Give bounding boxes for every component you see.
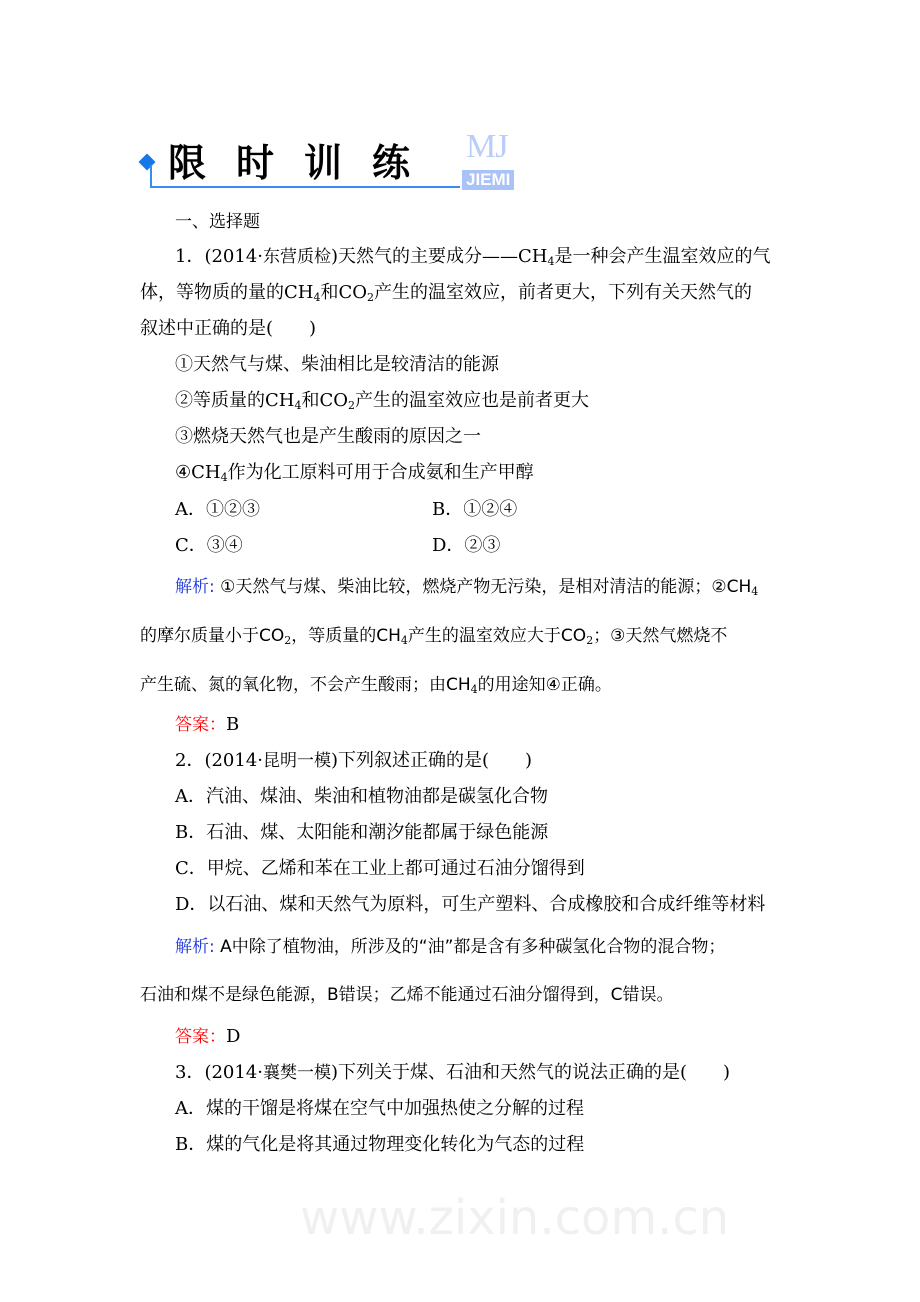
text-segment: 产生硫、氮的氧化物，不会产生酸雨；由CH xyxy=(140,675,471,695)
text-line xyxy=(175,1062,730,1084)
logo-letters: MJ xyxy=(466,128,508,165)
text-line xyxy=(175,786,548,808)
subscript: 2 xyxy=(284,634,292,647)
text-line xyxy=(140,318,316,340)
text-segment: )下列叙述正确的是( ) xyxy=(331,750,533,771)
text-segment: 产生的温室效应也是前者更大 xyxy=(355,390,590,411)
text-segment: 昆明一模 xyxy=(263,751,332,771)
text-segment: D．以石油、煤和天然气为原料，可生产塑料、合成橡胶和合成纤维等材料 xyxy=(175,894,766,915)
text-segment: ③燃烧天然气也是产生酸雨的原因之一 xyxy=(175,426,481,447)
subscript: 4 xyxy=(294,399,302,412)
text-line xyxy=(175,936,725,958)
subscript: 4 xyxy=(470,683,478,696)
text-segment: ①天然气与煤、柴油相比是较清洁的能源 xyxy=(175,354,499,375)
text-segment: C．③④ xyxy=(175,535,243,556)
text-segment: 石油和煤不是绿色能源，B错误；乙烯不能通过石油分馏得到，C错误。 xyxy=(140,985,674,1005)
text-line xyxy=(175,246,771,273)
text-segment: 和CO xyxy=(320,282,368,303)
diamond-icon xyxy=(139,154,156,171)
text-segment: ；③天然气燃烧不 xyxy=(593,626,728,646)
text-segment: 襄樊一模 xyxy=(263,1063,332,1083)
text-segment: 2．(2014· xyxy=(175,750,264,771)
text-segment: 1．(2014· xyxy=(175,246,264,267)
text-segment: D．②③ xyxy=(432,535,501,556)
text-segment: ④CH xyxy=(175,462,221,483)
text-line xyxy=(175,1098,584,1120)
subscript: 4 xyxy=(313,291,321,304)
text-line xyxy=(175,354,499,376)
text-line xyxy=(175,576,758,603)
text-line xyxy=(140,625,727,652)
text-segment: )天然气的主要成分——CH xyxy=(331,246,548,267)
text-segment: 作为化工原料可用于合成氨和生产甲醇 xyxy=(227,462,534,483)
text-line xyxy=(175,750,532,772)
text-segment: 的摩尔质量小于CO xyxy=(140,626,285,646)
text-line xyxy=(140,674,612,701)
watermark: www.zixin.com.cn xyxy=(300,1190,730,1246)
header-rule xyxy=(150,165,152,187)
text-segment: 产生的温室效应，前者更大，下列有关天然气的 xyxy=(374,282,753,303)
text-segment: 3．(2014· xyxy=(175,1062,264,1083)
subscript: 4 xyxy=(751,585,759,598)
text-segment: 产生的温室效应大于CO xyxy=(407,626,587,646)
header-underline xyxy=(150,186,460,188)
text-segment: A．汽油、煤油、柴油和植物油都是碳氢化合物 xyxy=(175,786,548,807)
logo-sub: JIEMI xyxy=(462,170,514,190)
text-line xyxy=(140,984,674,1006)
text-line xyxy=(432,499,517,521)
subscript: 4 xyxy=(400,634,408,647)
text-line xyxy=(175,426,481,448)
text-segment: 一、选择题 xyxy=(175,212,260,232)
text-segment: A中除了植物油，所涉及的“油”都是含有多种碳氢化合物的混合物； xyxy=(214,937,726,957)
section-title: 限时训练 xyxy=(168,141,441,185)
text-segment: 东营质检 xyxy=(263,247,332,267)
text-segment: ，等质量的CH xyxy=(291,626,401,646)
text-line xyxy=(432,535,500,557)
text-line xyxy=(175,499,260,521)
subscript: 4 xyxy=(547,255,555,268)
text-line xyxy=(175,211,260,233)
answer-label: 答案： xyxy=(175,1027,226,1047)
text-line xyxy=(175,1026,240,1048)
text-segment: B．①②④ xyxy=(432,499,518,520)
text-line xyxy=(175,535,243,557)
text-segment: )下列关于煤、石油和天然气的说法正确的是( ) xyxy=(331,1062,731,1083)
text-line xyxy=(140,282,752,309)
text-line xyxy=(175,462,534,489)
text-line xyxy=(175,390,589,417)
text-segment: 体，等物质的量的CH xyxy=(140,282,314,303)
analysis-label: 解析: xyxy=(175,937,215,957)
text-line xyxy=(175,822,548,844)
text-segment: A．①②③ xyxy=(175,499,260,520)
answer-label: 答案： xyxy=(175,715,226,735)
text-segment: B xyxy=(226,714,240,735)
subscript: 4 xyxy=(220,471,228,484)
text-segment: ①天然气与煤、柴油比较，燃烧产物无污染，是相对清洁的能源；②CH xyxy=(214,577,752,597)
subscript: 2 xyxy=(367,291,375,304)
text-segment: 叙述中正确的是( ) xyxy=(140,318,317,339)
text-line xyxy=(175,714,239,736)
subscript: 2 xyxy=(348,399,356,412)
text-segment: ②等质量的CH xyxy=(175,390,295,411)
text-line xyxy=(175,1134,584,1156)
text-segment: C．甲烷、乙烯和苯在工业上都可通过石油分馏得到 xyxy=(175,858,585,879)
text-segment: 的用途知④正确。 xyxy=(477,675,612,695)
text-segment: 和CO xyxy=(301,390,349,411)
text-segment: B．石油、煤、太阳能和潮汐能都属于绿色能源 xyxy=(175,822,549,843)
text-segment: 是一种会产生温室效应的气 xyxy=(554,246,771,267)
text-line xyxy=(175,858,585,880)
text-segment: D xyxy=(226,1026,241,1047)
subscript: 2 xyxy=(586,634,594,647)
analysis-label: 解析: xyxy=(175,577,215,597)
text-line xyxy=(175,894,765,916)
jiemi-logo xyxy=(462,128,562,194)
text-segment: B．煤的气化是将其通过物理变化转化为气态的过程 xyxy=(175,1134,585,1155)
text-segment: A．煤的干馏是将煤在空气中加强热使之分解的过程 xyxy=(175,1098,584,1119)
